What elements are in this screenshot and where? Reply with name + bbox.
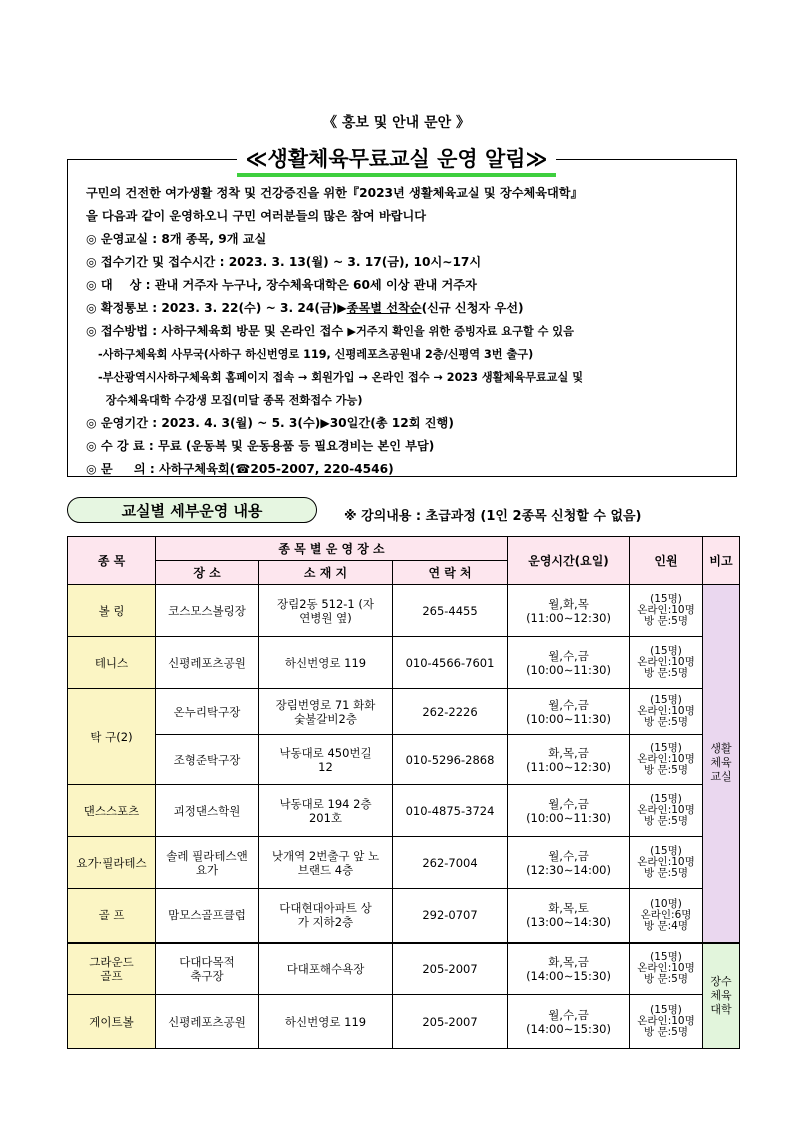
remark-senior-college: 장수체육대학 <box>703 943 740 1049</box>
header-remark: 비고 <box>703 537 740 585</box>
notice-body <box>86 182 736 481</box>
remark-sports-class: 생활체육교실 <box>703 585 740 943</box>
section-note: ※ 강의내용 : 초급과정 (1인 2종목 신청할 수 없음) <box>344 509 642 524</box>
intro-line-2: 을 다음과 같이 운영하오니 구민 여러분들의 많은 참여 바랍니다 <box>86 209 427 223</box>
item-confirm: ◎ 확정통보 : 2023. 3. 22(수) ~ 3. 24(금)▶종목별 선착순(신규 신청자 우선) <box>86 301 524 315</box>
header-contact: 연 락 처 <box>393 561 508 585</box>
table-row: 탁 구(2) 온누리탁구장 장림번영로 71 화화숯불갈비2층 262-2226 월,수,금 (10:00∼11:30) (15명) 온라인:10명 방 문:5명 <box>68 689 740 735</box>
section-pill: 교실별 세부운영 내용 <box>67 497 317 523</box>
header-addr: 소 재 지 <box>259 561 393 585</box>
item-fee: ◎ 수 강 료 : 무료 (운동복 및 운동용품 등 필요경비는 본인 부담) <box>86 439 435 453</box>
table-row: 요가·필라테스 솔레 필라테스앤요가 낫개역 2번출구 앞 노브랜드 4층 262-7004 월,수,금 (12:30∼14:00) (15명) 온라인:10명 방 문:5명 <box>68 837 740 889</box>
table-row: 댄스스포츠 괴정댄스학원 낙동대로 194 2층 201호 010-4875-3724 월,수,금 (10:00∼11:30) (15명) 온라인:10명 방 문:5명 <box>68 785 740 837</box>
schedule-table <box>67 536 740 1049</box>
table-row: 볼 링 코스모스볼링장 장림2동 512-1 (자연병원 옆) 265-4455 월,화,목 (11:00∼12:30) (15명) 온라인:10명 방 문:5명 생활체육교실 <box>68 585 740 637</box>
header-people: 인원 <box>630 537 703 585</box>
intro-line-1: 구민의 건전한 여가생활 정착 및 건강증진을 위한『2023년 생활체육교실 및 장수체육대학』 <box>86 186 583 200</box>
header-place: 장 소 <box>156 561 259 585</box>
item-target: ◎ 대 상 : 관내 거주자 누구나, 장수체육대학은 60세 이상 관내 거주자 <box>86 278 477 292</box>
doc-header: 《 홍보 및 안내 문안 》 <box>322 115 471 131</box>
header-time: 운영시간(요일) <box>508 537 630 585</box>
method-sub-2: -부산광역시사하구체육회 홈페이지 접속 → 회원가입 → 온라인 접수 → 2023 생활체육무료교실 및 <box>98 371 583 384</box>
notice-title: ≪생활체육무료교실 운영 알림≫ <box>237 145 555 177</box>
table-row: 테니스 신평레포츠공원 하신번영로 119 010-4566-7601 월,수,금 (10:00∼11:30) (15명) 온라인:10명 방 문:5명 <box>68 637 740 689</box>
table-row: 게이트볼 신평레포츠공원 하신번영로 119 205-2007 월,수,금 (14:00∼15:30) (15명) 온라인:10명 방 문:5명 <box>68 995 740 1049</box>
table-row: 그라운드 골프 다대다목적 축구장 다대포해수욕장 205-2007 화,목,금 (14:00∼15:30) (15명) 온라인:10명 방 문:5명 장수체육대학 <box>68 943 740 995</box>
item-classes: ◎ 운영교실 : 8개 종목, 9개 교실 <box>86 232 267 246</box>
table-row: 조형준탁구장 낙동대로 450번길 12 010-5296-2868 화,목,금 (11:00∼12:30) (15명) 온라인:10명 방 문:5명 <box>68 735 740 785</box>
item-method: ◎ 접수방법 : 사하구체육회 방문 및 온라인 접수 ▶거주지 확인을 위한 증빙자료 요구할 수 있음 <box>86 324 574 338</box>
header-sport: 종 목 <box>68 537 156 585</box>
item-contact: ◎ 문 의 : 사하구체육회(☎205-2007, 220-4546) <box>86 462 394 476</box>
item-period: ◎ 운영기간 : 2023. 4. 3(월) ~ 5. 3(수)▶30일간(총 12회 진행) <box>86 416 454 430</box>
table-row: 골 프 맘모스골프클럽 다대현대아파트 상가 지하2층 292-0707 화,목,토 (13:00∼14:30) (10명) 온라인:6명 방 문:4명 <box>68 889 740 943</box>
item-registration: ◎ 접수기간 및 접수시간 : 2023. 3. 13(월) ~ 3. 17(금), 10시∼17시 <box>86 255 482 269</box>
method-sub-1: -사하구체육회 사무국(사하구 하신번영로 119, 신평레포츠공원내 2층/신평역 3번 출구) <box>98 348 534 361</box>
method-sub-3: 장수체육대학 수강생 모집(미달 종목 전화접수 가능) <box>98 394 363 407</box>
header-place-group: 종 목 별 운 영 장 소 <box>156 537 508 561</box>
